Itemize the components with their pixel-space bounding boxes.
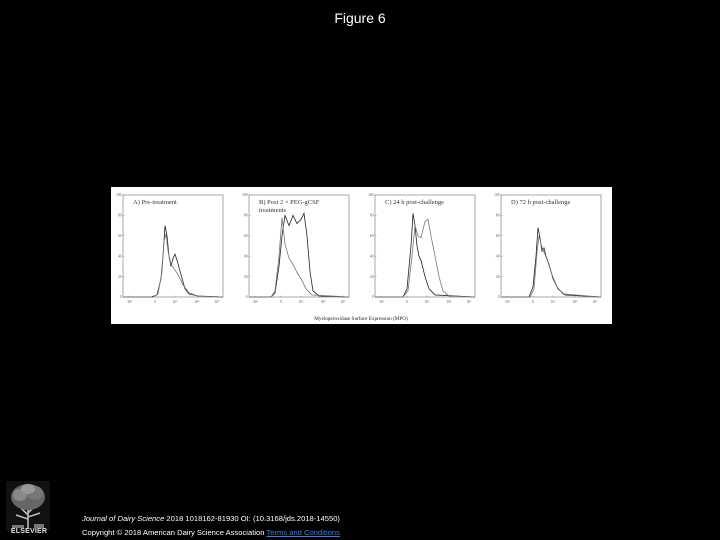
x-tick-label: 0 (154, 300, 156, 304)
y-tick-label: 60 (369, 234, 374, 238)
x-tick-label: 10³ (424, 300, 430, 304)
y-tick-label: 60 (117, 234, 122, 238)
x-tick-label: 10⁴ (320, 300, 326, 304)
panel-label: D) 72 h post-challenge (511, 199, 571, 206)
elsevier-tree-icon (6, 478, 50, 534)
panel-frame (123, 195, 223, 297)
copyright-line (82, 528, 340, 537)
y-tick-label: 20 (243, 274, 248, 279)
histogram-curve (375, 219, 475, 297)
elsevier-logo-text: ELSEVIER (10, 528, 48, 535)
y-tick-label: 0 (245, 295, 248, 300)
y-tick-label: 40 (495, 254, 500, 259)
y-tick-label: 60 (243, 234, 248, 238)
histogram-curve (375, 213, 475, 297)
x-axis-title: Myeloperoxidase Surface Expression (MPO) (314, 316, 408, 322)
figure-title: Figure 6 (334, 10, 386, 26)
x-tick-label: 10⁵ (340, 300, 346, 304)
y-tick-label: 100 (242, 193, 248, 198)
y-tick-label: 20 (495, 274, 500, 279)
x-tick-label: -10³ (252, 300, 258, 304)
panel-label: B) Post 2 × PEG-gCSF (259, 199, 320, 206)
y-tick-label: 80 (243, 213, 248, 218)
panel-label: A) Pre-treatment (133, 199, 177, 206)
y-tick-label: 80 (495, 213, 500, 218)
x-tick-label: 10⁵ (466, 300, 472, 304)
panel-label-line2: treatments (259, 207, 287, 214)
y-tick-label: 40 (117, 254, 122, 259)
x-tick-label: 10³ (172, 300, 178, 304)
x-tick-label: -10³ (378, 300, 384, 304)
x-tick-label: 10⁴ (572, 300, 578, 304)
y-tick-label: 20 (117, 274, 122, 279)
x-tick-label: 0 (280, 300, 282, 304)
y-tick-label: 0 (371, 295, 374, 300)
x-tick-label: -10³ (504, 300, 510, 304)
y-tick-label: 100 (116, 193, 122, 198)
y-tick-label: 20 (369, 274, 374, 279)
y-tick-label: 40 (243, 254, 248, 259)
histogram-curve (501, 228, 601, 297)
x-tick-label: -10³ (126, 300, 132, 304)
panel-frame (501, 195, 601, 297)
y-tick-label: 80 (117, 213, 122, 218)
panel-label: C) 24 h post-challenge (385, 199, 445, 206)
y-tick-label: 100 (368, 193, 374, 198)
histogram-curve (123, 234, 223, 297)
x-tick-label: 10³ (550, 300, 556, 304)
y-tick-label: 80 (369, 213, 374, 218)
histogram-curve (249, 213, 349, 297)
citation-details: 2018 1018162-81930 OI: (10.3168/jds.2018-14550) (164, 514, 340, 523)
x-tick-label: 10⁴ (194, 300, 200, 304)
histogram-curve (123, 226, 223, 297)
y-tick-label: 0 (497, 295, 500, 300)
x-tick-label: 0 (532, 300, 534, 304)
x-tick-label: 10⁵ (214, 300, 220, 304)
copyright-text: Copyright © 2018 American Dairy Science Association (82, 528, 267, 537)
x-tick-label: 0 (406, 300, 408, 304)
y-tick-label: 0 (119, 295, 122, 300)
histogram-curve (501, 236, 601, 297)
y-tick-label: 60 (495, 234, 500, 238)
journal-name: Journal of Dairy Science (82, 514, 165, 523)
citation-line (82, 514, 340, 523)
x-tick-label: 10³ (298, 300, 304, 304)
histogram-panels (111, 187, 612, 324)
y-tick-label: 100 (494, 193, 500, 198)
terms-and-conditions-link[interactable]: Terms and Conditions (266, 528, 340, 537)
y-tick-label: 40 (369, 254, 374, 259)
x-tick-label: 10⁵ (592, 300, 598, 304)
x-tick-label: 10⁴ (446, 300, 452, 304)
figure-image (111, 187, 612, 324)
histogram-curve (249, 217, 349, 297)
panel-frame (375, 195, 475, 297)
